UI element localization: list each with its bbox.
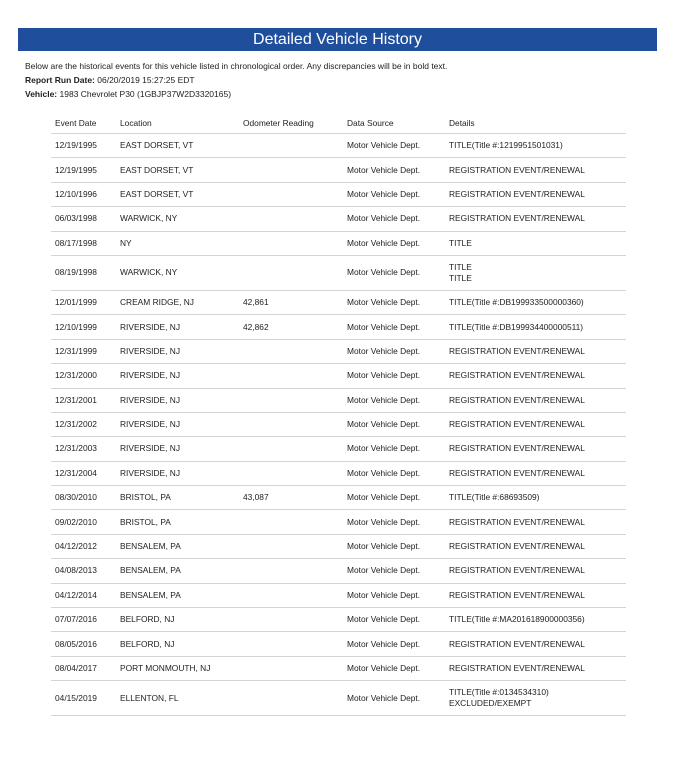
data-source-cell: Motor Vehicle Dept.: [343, 412, 445, 436]
details-line: REGISTRATION EVENT/RENEWAL: [449, 589, 585, 600]
data-source-cell: Motor Vehicle Dept.: [343, 486, 445, 510]
event-date-cell: 04/08/2013: [51, 559, 116, 583]
table-body: [51, 134, 626, 716]
table-row: [51, 437, 626, 461]
location-cell: RIVERSIDE, NJ: [116, 315, 239, 339]
odometer-cell: [239, 437, 343, 461]
location-cell: RIVERSIDE, NJ: [116, 388, 239, 412]
details-cell: [445, 315, 626, 339]
details-line: REGISTRATION EVENT/RENEWAL: [449, 663, 585, 673]
details-line: TITLE(Title #:MA201618900000356): [449, 614, 585, 625]
details-line: REGISTRATION EVENT/RENEWAL: [449, 370, 585, 381]
table-row: [51, 681, 626, 716]
event-date-cell: 08/30/2010: [51, 486, 116, 510]
details-cell: [445, 158, 626, 182]
event-date-cell: 08/17/1998: [51, 231, 116, 255]
table-row: [51, 231, 626, 255]
details-cell: [445, 182, 626, 206]
table-row: [51, 290, 626, 314]
location-cell: ELLENTON, FL: [116, 681, 239, 716]
odometer-cell: [239, 608, 343, 632]
details-cell: [445, 255, 626, 290]
details-line: REGISTRATION EVENT/RENEWAL: [449, 541, 585, 552]
data-source-cell: Motor Vehicle Dept.: [343, 461, 445, 485]
odometer-cell: [239, 632, 343, 656]
table-row: [51, 608, 626, 632]
table-row: [51, 182, 626, 206]
data-source-cell: Motor Vehicle Dept.: [343, 559, 445, 583]
odometer-cell: [239, 158, 343, 182]
details-cell: [445, 339, 626, 363]
table-row: [51, 412, 626, 436]
data-source-cell: Motor Vehicle Dept.: [343, 290, 445, 314]
odometer-cell: [239, 583, 343, 607]
vehicle-value: 1983 Chevrolet P30 (1GBJP37W2D3320165): [59, 89, 232, 99]
location-cell: RIVERSIDE, NJ: [116, 461, 239, 485]
odometer-cell: [239, 134, 343, 158]
event-date-cell: 12/01/1999: [51, 290, 116, 314]
details-line: REGISTRATION EVENT/RENEWAL: [449, 565, 585, 576]
odometer-cell: [239, 255, 343, 290]
table-row: [51, 656, 626, 680]
details-line: REGISTRATION EVENT/RENEWAL: [449, 419, 585, 430]
location-cell: WARWICK, NY: [116, 207, 239, 231]
table-row: [51, 255, 626, 290]
page-title-banner: [18, 28, 657, 51]
event-date-cell: 12/10/1999: [51, 315, 116, 339]
location-cell: CREAM RIDGE, NJ: [116, 290, 239, 314]
location-cell: RIVERSIDE, NJ: [116, 364, 239, 388]
data-source-cell: Motor Vehicle Dept.: [343, 608, 445, 632]
table-row: [51, 486, 626, 510]
details-line: REGISTRATION EVENT/RENEWAL: [449, 638, 585, 649]
event-date-cell: 12/10/1996: [51, 182, 116, 206]
data-source-cell: Motor Vehicle Dept.: [343, 231, 445, 255]
report-run-date: [25, 75, 195, 86]
event-date-cell: 09/02/2010: [51, 510, 116, 534]
details-line: REGISTRATION EVENT/RENEWAL: [449, 516, 585, 527]
data-source-cell: Motor Vehicle Dept.: [343, 388, 445, 412]
details-cell: [445, 231, 626, 255]
column-header-details: Details: [445, 112, 626, 134]
details-line: REGISTRATION EVENT/RENEWAL: [449, 188, 585, 199]
event-date-cell: 12/31/2002: [51, 412, 116, 436]
data-source-cell: Motor Vehicle Dept.: [343, 207, 445, 231]
details-cell: [445, 510, 626, 534]
data-source-cell: Motor Vehicle Dept.: [343, 182, 445, 206]
location-cell: BELFORD, NJ: [116, 632, 239, 656]
odometer-cell: [239, 559, 343, 583]
details-line: TITLE: [449, 237, 472, 248]
odometer-cell: 42,862: [239, 315, 343, 339]
column-header-odometer: Odometer Reading: [239, 112, 343, 134]
location-cell: EAST DORSET, VT: [116, 182, 239, 206]
location-cell: NY: [116, 231, 239, 255]
details-cell: [445, 412, 626, 436]
odometer-cell: [239, 207, 343, 231]
data-source-cell: Motor Vehicle Dept.: [343, 339, 445, 363]
details-line: REGISTRATION EVENT/RENEWAL: [449, 394, 585, 405]
event-date-cell: 08/19/1998: [51, 255, 116, 290]
event-date-cell: 06/03/1998: [51, 207, 116, 231]
odometer-cell: [239, 510, 343, 534]
event-date-cell: 12/19/1995: [51, 134, 116, 158]
location-cell: EAST DORSET, VT: [116, 134, 239, 158]
details-line: EXCLUDED/EXEMPT: [449, 698, 532, 709]
report-run-value: 06/20/2019 15:27:25 EDT: [97, 75, 195, 85]
location-cell: BENSALEM, PA: [116, 559, 239, 583]
table-row: [51, 388, 626, 412]
table-row: [51, 339, 626, 363]
data-source-cell: Motor Vehicle Dept.: [343, 315, 445, 339]
odometer-cell: [239, 388, 343, 412]
event-date-cell: 12/31/2004: [51, 461, 116, 485]
details-cell: [445, 486, 626, 510]
table-row: [51, 461, 626, 485]
details-line: TITLE: [449, 261, 472, 272]
details-cell: [445, 134, 626, 158]
event-date-cell: 08/04/2017: [51, 656, 116, 680]
location-cell: PORT MONMOUTH, NJ: [116, 656, 239, 680]
vehicle-label: Vehicle:: [25, 89, 58, 99]
location-cell: EAST DORSET, VT: [116, 158, 239, 182]
location-cell: BELFORD, NJ: [116, 608, 239, 632]
location-cell: BENSALEM, PA: [116, 534, 239, 558]
details-line: TITLE(Title #:68693509): [449, 492, 540, 503]
data-source-cell: Motor Vehicle Dept.: [343, 364, 445, 388]
details-cell: [445, 559, 626, 583]
details-cell: [445, 681, 626, 716]
location-cell: WARWICK, NY: [116, 255, 239, 290]
table-row: [51, 315, 626, 339]
details-cell: [445, 388, 626, 412]
odometer-cell: [239, 182, 343, 206]
table-header-row: [51, 112, 626, 134]
event-date-cell: 12/19/1995: [51, 158, 116, 182]
data-source-cell: Motor Vehicle Dept.: [343, 134, 445, 158]
odometer-cell: [239, 656, 343, 680]
details-line: REGISTRATION EVENT/RENEWAL: [449, 443, 585, 454]
event-date-cell: 04/12/2012: [51, 534, 116, 558]
vehicle-history-table: [51, 112, 626, 716]
data-source-cell: Motor Vehicle Dept.: [343, 437, 445, 461]
details-cell: [445, 461, 626, 485]
details-cell: [445, 656, 626, 680]
data-source-cell: Motor Vehicle Dept.: [343, 583, 445, 607]
details-line: REGISTRATION EVENT/RENEWAL: [449, 213, 585, 224]
data-source-cell: Motor Vehicle Dept.: [343, 632, 445, 656]
report-run-label: Report Run Date:: [25, 75, 95, 85]
column-header-data-source: Data Source: [343, 112, 445, 134]
location-cell: BRISTOL, PA: [116, 486, 239, 510]
event-date-cell: 08/05/2016: [51, 632, 116, 656]
details-cell: [445, 437, 626, 461]
table-row: [51, 583, 626, 607]
data-source-cell: Motor Vehicle Dept.: [343, 158, 445, 182]
details-cell: [445, 534, 626, 558]
details-cell: [445, 632, 626, 656]
odometer-cell: 42,861: [239, 290, 343, 314]
details-line: REGISTRATION EVENT/RENEWAL: [449, 164, 585, 175]
table-row: [51, 158, 626, 182]
event-date-cell: 12/31/2000: [51, 364, 116, 388]
event-date-cell: 12/31/2003: [51, 437, 116, 461]
column-header-event-date: Event Date: [51, 112, 116, 134]
table-row: [51, 207, 626, 231]
details-line: REGISTRATION EVENT/RENEWAL: [449, 345, 585, 356]
table-row: [51, 134, 626, 158]
column-header-location: Location: [116, 112, 239, 134]
data-source-cell: Motor Vehicle Dept.: [343, 681, 445, 716]
data-source-cell: Motor Vehicle Dept.: [343, 255, 445, 290]
intro-text: Below are the historical events for this vehicle listed in chronological order. Any discrepancies will be in bold text.: [25, 61, 448, 71]
details-cell: [445, 290, 626, 314]
odometer-cell: 43,087: [239, 486, 343, 510]
location-cell: RIVERSIDE, NJ: [116, 412, 239, 436]
event-date-cell: 07/07/2016: [51, 608, 116, 632]
location-cell: BENSALEM, PA: [116, 583, 239, 607]
details-line: TITLE(Title #:1219951501031): [449, 140, 563, 151]
details-cell: [445, 583, 626, 607]
details-line: TITLE(Title #:DB199933500000360): [449, 297, 584, 308]
data-source-cell: Motor Vehicle Dept.: [343, 656, 445, 680]
event-date-cell: 04/15/2019: [51, 681, 116, 716]
odometer-cell: [239, 681, 343, 716]
table-row: [51, 632, 626, 656]
vehicle-info: [25, 89, 231, 100]
table-row: [51, 510, 626, 534]
page-title: Detailed Vehicle History: [253, 31, 422, 48]
location-cell: RIVERSIDE, NJ: [116, 437, 239, 461]
odometer-cell: [239, 461, 343, 485]
details-line: REGISTRATION EVENT/RENEWAL: [449, 467, 585, 478]
event-date-cell: 12/31/1999: [51, 339, 116, 363]
table-row: [51, 534, 626, 558]
details-cell: [445, 608, 626, 632]
odometer-cell: [239, 364, 343, 388]
odometer-cell: [239, 339, 343, 363]
details-line: TITLE(Title #:DB199934400000511): [449, 321, 584, 332]
details-cell: [445, 207, 626, 231]
details-line: TITLE(Title #:0134534310): [449, 687, 549, 698]
odometer-cell: [239, 412, 343, 436]
details-cell: [445, 364, 626, 388]
details-line: TITLE: [449, 272, 472, 283]
event-date-cell: 12/31/2001: [51, 388, 116, 412]
data-source-cell: Motor Vehicle Dept.: [343, 534, 445, 558]
location-cell: RIVERSIDE, NJ: [116, 339, 239, 363]
event-date-cell: 04/12/2014: [51, 583, 116, 607]
data-source-cell: Motor Vehicle Dept.: [343, 510, 445, 534]
odometer-cell: [239, 231, 343, 255]
table-row: [51, 559, 626, 583]
location-cell: BRISTOL, PA: [116, 510, 239, 534]
table-row: [51, 364, 626, 388]
odometer-cell: [239, 534, 343, 558]
